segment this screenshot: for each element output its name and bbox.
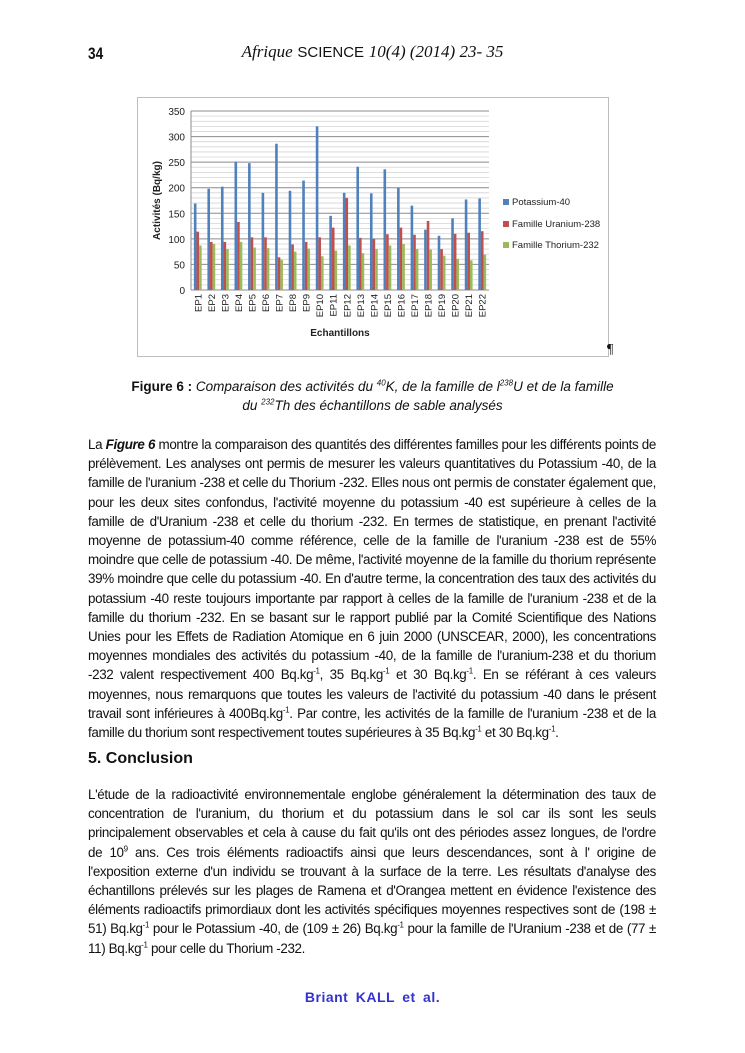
- x-tick-label: EP16: [396, 294, 408, 318]
- bar: [467, 233, 470, 290]
- bar: [237, 222, 240, 290]
- page-number: 34: [88, 44, 104, 63]
- bar: [481, 231, 484, 290]
- bar: [210, 242, 213, 290]
- bar: [478, 198, 481, 290]
- x-tick-label: EP13: [355, 294, 367, 318]
- bar: [429, 250, 432, 290]
- x-tick-label: EP17: [410, 294, 421, 318]
- y-axis-label: Activités (Bq/kg): [152, 161, 163, 240]
- x-tick-label: EP20: [450, 294, 462, 318]
- bar: [226, 249, 229, 290]
- bar: [240, 242, 243, 290]
- y-tick-label: 200: [168, 183, 185, 195]
- bar: [278, 257, 281, 290]
- bar: [348, 246, 351, 290]
- figure-caption: [120, 377, 625, 415]
- x-tick-label: EP21: [464, 294, 476, 318]
- bar: [316, 126, 319, 290]
- bar: [400, 228, 403, 290]
- bar: [329, 216, 332, 290]
- bar: [451, 218, 454, 290]
- bar: [280, 260, 283, 290]
- bar: [335, 251, 338, 290]
- bar: [402, 244, 405, 290]
- y-tick-label: 350: [168, 107, 185, 118]
- y-tick-label: 0: [179, 286, 185, 297]
- x-tick-label: EP15: [382, 294, 394, 318]
- bar: [321, 256, 324, 290]
- y-tick-label: 100: [168, 234, 185, 246]
- x-tick-label: EP3: [220, 294, 232, 312]
- bar: [207, 189, 210, 290]
- x-tick-label: EP22: [477, 294, 489, 318]
- x-tick-label: EP14: [369, 294, 381, 318]
- pilcrow-mark: ¶: [607, 342, 614, 357]
- footer-authors: Briant KALL et al.: [304, 989, 441, 1005]
- journal-header: [0, 42, 745, 62]
- bar: [411, 206, 414, 290]
- legend-label: Famille Uranium-238: [512, 219, 601, 230]
- bar: [413, 235, 416, 290]
- bar: [440, 249, 443, 290]
- bar: [373, 239, 376, 290]
- bar: [389, 246, 392, 290]
- bar: [235, 162, 238, 290]
- bar: [264, 237, 267, 290]
- bar: [416, 249, 419, 290]
- x-tick-label: EP8: [288, 294, 300, 312]
- x-tick-label: EP2: [206, 294, 218, 312]
- legend-swatch: [503, 199, 509, 205]
- bar: [386, 234, 389, 290]
- bar: [199, 246, 202, 290]
- x-tick-label: EP12: [342, 294, 354, 318]
- bar: [305, 242, 308, 290]
- bar: [221, 187, 224, 290]
- y-tick-label: 250: [168, 158, 185, 170]
- x-tick-label: EP18: [423, 294, 435, 318]
- bar: [194, 204, 197, 290]
- legend-swatch: [503, 221, 509, 227]
- chart-frame: [137, 97, 609, 357]
- bar: [318, 237, 321, 290]
- x-tick-label: EP1: [193, 294, 205, 312]
- y-tick-label: 150: [168, 209, 185, 221]
- x-axis-label: Echantillons: [310, 328, 370, 339]
- bar: [484, 255, 487, 290]
- bar: [427, 221, 430, 290]
- bar: [456, 259, 459, 290]
- bar: [253, 248, 256, 290]
- bar: [384, 169, 387, 290]
- bar: [343, 193, 346, 290]
- legend-label: Potassium-40: [512, 197, 571, 208]
- bar: [443, 256, 446, 290]
- x-tick-label: EP6: [261, 294, 272, 312]
- caption-label: Figure 6 :: [131, 379, 193, 394]
- bar: [196, 232, 199, 290]
- legend-swatch: [503, 242, 509, 248]
- bar: [251, 237, 254, 290]
- bar: [397, 188, 400, 290]
- bar: [359, 238, 362, 290]
- x-tick-label: EP11: [328, 294, 340, 317]
- bar: [289, 191, 292, 290]
- y-tick-label: 300: [168, 132, 185, 144]
- bar: [470, 260, 473, 290]
- bar: [294, 252, 297, 290]
- bar: [213, 244, 216, 290]
- x-tick-label: EP10: [315, 294, 327, 318]
- bar: [345, 198, 348, 290]
- x-tick-label: EP9: [301, 294, 313, 312]
- journal-name-science: SCIENCE: [297, 44, 365, 61]
- legend-label: Famille Thorium-232: [512, 240, 599, 251]
- journal-name-italic: Afrique: [241, 42, 293, 61]
- bar: [302, 181, 305, 290]
- bar: [248, 163, 251, 290]
- x-tick-label: EP5: [247, 294, 259, 312]
- x-tick-label: EP7: [274, 294, 286, 312]
- bar: [291, 244, 294, 290]
- bar: [362, 253, 365, 290]
- bar: [370, 193, 373, 290]
- journal-issue: 10(4) (2014) 23- 35: [368, 42, 504, 61]
- bar: [332, 228, 335, 290]
- bar: [267, 248, 270, 290]
- conclusion-paragraph: L'étude de la radioactivité environnementale englobe généralement la détermination des taux de concentration de l'uranium, du thorium et du potassium dans le sol car ils sont les seuls principalement observables et cela à cause du fait qu'ils ont des périodes assez longues, de l'ordre de $10^9$ ans. Ces trois éléments radioactifs ainsi que leurs descendances, sont à l' origine de l'exposition externe d'un individu se trouvant à la surface de la terre. Les résultats d'analyse des échantillons prélevés sur les plages de Ramena et d'Orangea mettent en évidence l'existence des éléments radioactifs primordiaux dont les activités spécifiques moyennes respectives sont de (198 ± 51) $Bq.kg^{-1}$ pour le Potassium -40, de (109 ± 26) $Bq.kg^{-1}$ pour la famille de l'Uranium -238 et de (77 ± 11) $Bq.kg^{-1}$ pour celle du Thorium -232.: [88, 787, 656, 956]
- y-tick-label: 50: [173, 260, 185, 272]
- x-tick-label: EP19: [437, 294, 449, 318]
- bar: [224, 242, 227, 290]
- figure-reference: Figure 6: [105, 437, 156, 452]
- bar: [375, 249, 378, 290]
- section-title: 5. Conclusion: [88, 750, 193, 767]
- bar: [454, 234, 457, 290]
- bar: [424, 230, 427, 290]
- caption-text: Comparaison des activités du $^{40}$K, de la famille de $l^{238}U$ et de la famille du $^{232}$Th des échantillons de sable analysés: [195, 378, 614, 413]
- x-tick-label: EP4: [233, 294, 245, 312]
- results-paragraph: La Figure 6 montre la comparaison des quantités des différentes familles pour les différents points de prélèvement. Les analyses ont permis de mesurer les valeurs quantitatives du Potassium -40, de la famille de l'uranium -238 et celle du Thorium -232. Elles nous ont permis de constater également que, pour les deux sites confondus, l'activité moyenne du potassium -40 est supérieure à celles de la famille de d'Uranium -238 et celle du thorium -232. En termes de statistique, en prenant l'activité moyenne de potassium-40 comme référence, celle de la famille de l'uranium -238 est de 55% moindre que celle de potassium -40. De même, l'activité moyenne de la famille du thorium représente 39% moindre que celle du potassium -40. En d'autre terme, la concentration des taux des activités du potassium -40 reste toujours importante par rapport à celles de la famille de l'uranium -238 et de la famille du thorium -232. En se basant sur le rapport publié par la Comité Scientifique des Nations Unies pour les Effets de Radiation Atomique en 6 juin 2000 (UNSCEAR, 2000), les concentrations moyennes mondiales des activités du potassium -40, de la famille de l'uranium-238 et du thorium -232 valent respectivement 400 $Bq.kg^{-1}$, 35 $Bq.kg^{-1}$ et 30 $Bq.kg^{-1}$. En se référant à ces valeurs moyennes, nous remarquons que toutes les valeurs de l'activité du potassium -40 dans le présent travail sont inférieures à $400Bq.kg^{-1}$. Par contre, les activités de la famille de l'uranium -238 et de la famille du thorium sont respectivement toutes supérieures à 35 $Bq.kg^{-1}$ et 30 $Bq.kg^{-1}$.: [88, 437, 657, 741]
- bar-chart: [138, 98, 608, 356]
- bar: [356, 167, 359, 290]
- bar: [262, 193, 265, 290]
- bar: [438, 236, 441, 290]
- bar: [275, 144, 278, 290]
- bar: [465, 199, 468, 290]
- bar: [307, 249, 310, 290]
